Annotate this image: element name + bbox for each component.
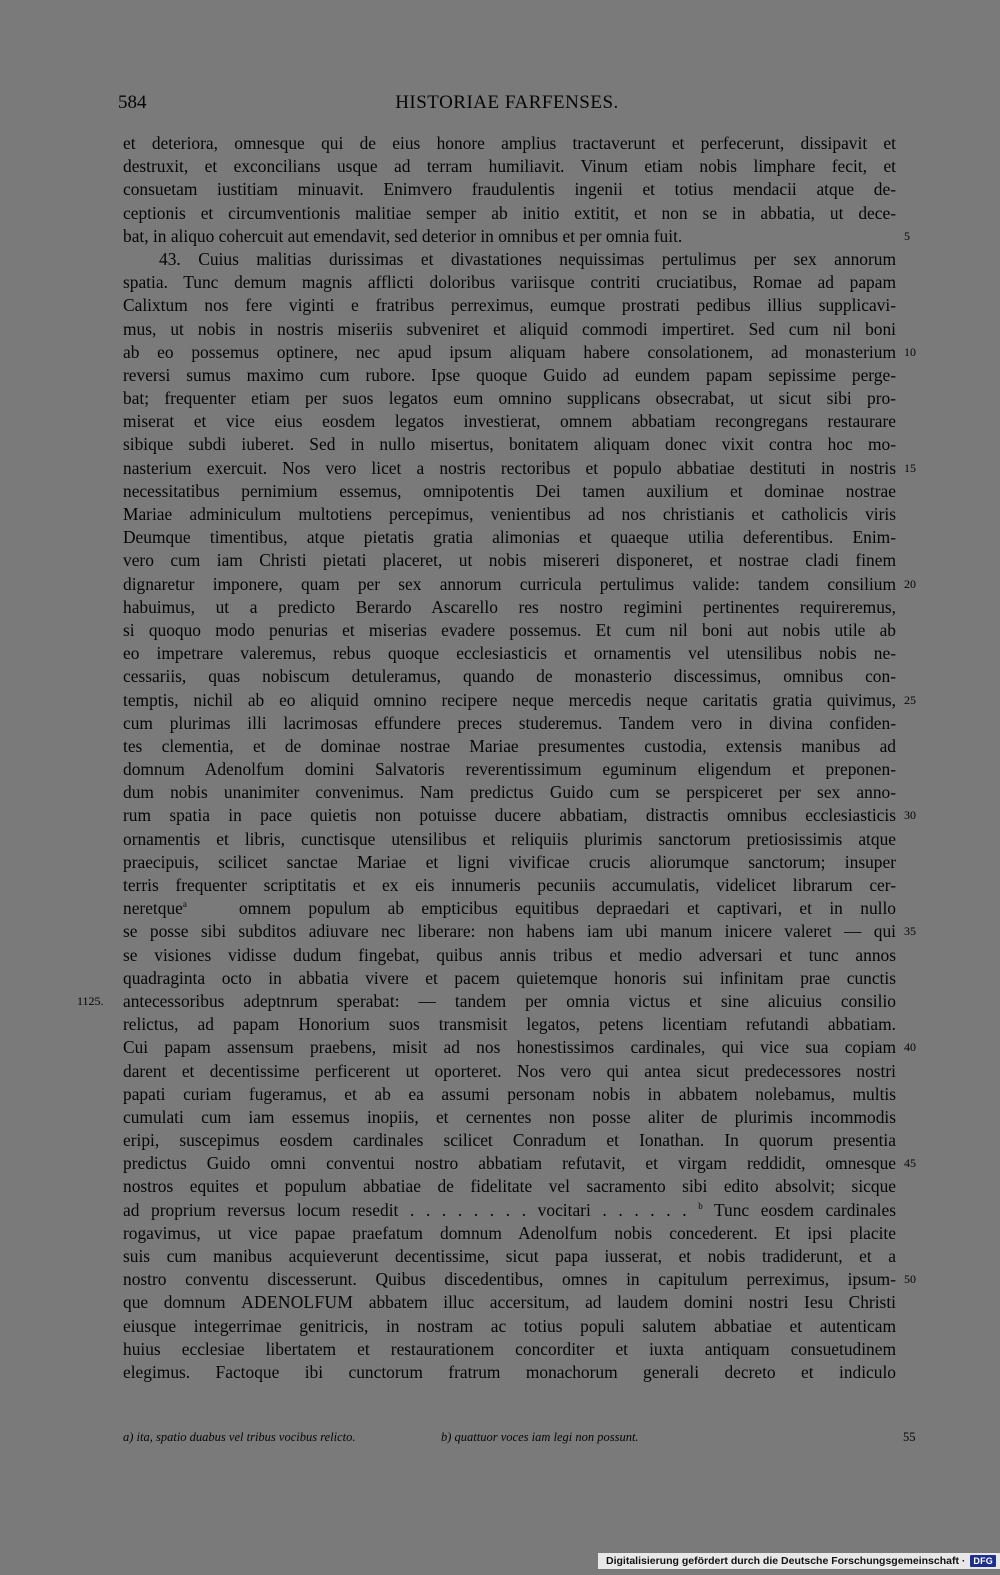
text-line: nostros equites et populum abbatiae de fidelitate vel sacramento sibi edito absolvit; sicque <box>123 1176 896 1197</box>
text-line: miserat et vice eius eosdem legatos investierat, omnem abbatiam recongregans restaurare <box>123 411 896 432</box>
text-line: bat, in aliquo cohercuit aut emendavit, sed deterior in omnibus et per omnia fuit. 5 <box>123 225 896 248</box>
text-line: mus, ut nobis in nostris miseriis subveniret et aliquid commodi impertiret. Sed cum nil boni <box>123 318 896 339</box>
running-head <box>118 92 896 120</box>
text-line: spatia. Tunc demum magnis afflicti doloribus variisque contriti cruciatibus, Romae ad papam <box>123 272 896 293</box>
running-title: HISTORIAE FARFENSES. <box>395 92 619 113</box>
text-line: que domnum ADENOLFUM abbatem illuc accersitum, ad laudem domini nostri Iesu Christi <box>123 1292 896 1313</box>
text-line: Calixtum nos fere viginti e fratribus perreximus, eumque prostrati pedibus illius supplicavi- <box>123 295 896 316</box>
text-line: consuetam iustitiam minuavit. Enimvero fraudulentis ingenii et totius mendacii atque de- <box>123 179 896 200</box>
line-number: 25 <box>904 692 916 707</box>
line-number: 45 <box>904 1156 916 1171</box>
text-line: si quoquo modo penurias et miserias evadere possemus. Et cum nil boni aut nobis utile ab <box>123 619 896 640</box>
text-line: ornamentis et libris, cunctisque utensilibus et reliquiis plurimis sanctorum pretiosissimis atque <box>123 828 896 849</box>
text-line: eiusque integerrimae genitricis, in nostram ac totius populi salutem abbatiae et autenticam <box>123 1315 896 1336</box>
line-number: 20 <box>904 576 916 591</box>
text-line: dignaretur imponere, quam per sex annorum curricula pertulimus valide: tandem consilium 20 <box>123 573 896 596</box>
text-line: rogavimus, ut vice papae praefatum domnum Adenolfum nobis concederent. Et ipsi placite <box>123 1222 896 1243</box>
footnote-b: b) quattuor voces iam legi non possunt. <box>441 1430 639 1444</box>
line-number: 50 <box>904 1272 916 1287</box>
text-line: se visiones vidisse dudum fingebat, quibus annis tribus et medio adversari et tunc annos <box>123 944 896 965</box>
text-line: cum plurimas illi lacrimosas effundere preces studeremus. Tandem vero in divina confiden- <box>123 712 896 733</box>
footnote-marker: b <box>698 1200 703 1211</box>
text-line: ad proprium reversus locum resedit . . . . . . . . vocitari . . . . . . $^b$ Tunc eosdem cardinales <box>123 1199 896 1220</box>
line-number: 40 <box>904 1040 916 1055</box>
text-line: 43. Cuius malitias durissimas et divastationes nequissimas pertulimus per sex annorum <box>159 248 896 269</box>
line-number: 5 <box>904 228 910 243</box>
text-line: papati curiam fugeramus, et ab ea assumi personam nobis in abbatem nolebamus, multis <box>123 1083 896 1104</box>
signature-mark: 55 <box>903 1430 916 1444</box>
margin-year: 1125. <box>77 993 104 1008</box>
line-number: 15 <box>904 460 916 475</box>
text-line: darent et decentissime perficerent ut oporteret. Nos vero qui antea sicut predecessores nostri <box>123 1060 896 1081</box>
footnotes <box>123 1430 916 1450</box>
text-line: nasterium exercuit. Nos vero licet a nostris rectoribus et populo abbatiae destituti in nostris 15 <box>123 457 896 480</box>
text-line: Mariae adminiculum multotiens percepimus, venientibus ad nos christianis et catholicis viris <box>123 504 896 524</box>
text-line: ab eo possemus optinere, nec apud ipsum aliquam habere consolationem, ad monasterium 10 <box>123 341 896 364</box>
main-text <box>77 132 916 1384</box>
text-line: cessariis, quas nobiscum detuleramus, quando de monasterio discessimus, omnibus con- <box>123 666 896 687</box>
text-line: nostro conventu discesserunt. Quibus discedentibus, omnes in capitulum perreximus, ipsum- 50 <box>123 1268 896 1291</box>
text-line: praecipuis, scilicet sanctae Mariae et ligni vivificae crucis aliorumque sanctorum; insuper <box>123 851 896 872</box>
text-line: habuimus, ut a predicto Berardo Ascarello res nostro regimini pertinentes requireremus, <box>123 596 896 617</box>
text-line: rum spatia in pace quietis non potuisse ducere abbatiam, distractis omnibus ecclesiasticis 30 <box>123 804 896 827</box>
text-line: et deteriora, omnesque qui de eius honore amplius tractaverunt et perfecerunt, dissipavit et <box>123 133 896 153</box>
line-number: 10 <box>904 344 916 359</box>
text-line: necessitatibus pernimium essemus, omnipotentis Dei tamen auxilium et dominae nostrae <box>123 480 896 501</box>
text-line: bat; frequenter etiam per suos legatos eum omnino supplicans obsecrabat, ut sicut sibi pro- <box>123 388 896 409</box>
text-line: elegimus. Factoque ibi cunctorum fratrum monachorum generali decreto et indiculo <box>123 1361 896 1382</box>
abbot-name: ADENOLFUM <box>241 1292 354 1313</box>
credit-text: Digitalisierung gefördert durch die Deutsche Forschungsgemeinschaft · <box>606 1555 966 1567</box>
text-line: 1125. antecessoribus adeptnrum sperabat: — tandem per omnia victus et sine alicuius consilio <box>123 990 896 1013</box>
text-line: sibique subdi iuberet. Sed in nullo misertus, bonitatem aliquam donec vixit contra hoc mo- <box>123 434 896 455</box>
text-line: dum nobis unanimiter convenimus. Nam predictus Guido cum se perspiceret per sex anno- <box>123 782 896 803</box>
text-line: quadraginta octo in abbatia vivere et pacem quietemque honoris sui infinitam prae cunctis <box>123 967 896 988</box>
text-line: destruxit, et exconcilians usque ad terram humiliavit. Vinum etiam nobis limphare fecit, et <box>123 156 896 177</box>
text-line: relictus, ad papam Honorium suos transmisit legatos, petens licentiam refutandi abbatiam. <box>123 1014 896 1035</box>
text-line: suis cum manibus acquieverunt decentissime, sicut papa iusserat, et nobis tradiderunt, et a <box>123 1246 896 1266</box>
text-line: vero cum iam Christi pietati placeret, ut nobis misereri disponeret, et nostrae cladi finem <box>123 550 896 571</box>
digitization-credit <box>598 1553 1000 1569</box>
page-number: 584 <box>118 92 147 113</box>
text-line: Cui papam assensum praebens, misit ad nos honestissimos cardinales, qui vice sua copiam 40 <box>123 1036 896 1059</box>
text-line: temptis, nichil ab eo aliquid omnino recipere neque mercedis neque caritatis gratia quivimus, 25 <box>123 689 896 712</box>
text-line: cumulati cum iam essemus inopiis, et cernentes non posse aliter de plurimis incommodis <box>123 1106 896 1127</box>
footnote-a: a) ita, spatio duabus vel tribus vocibus relicto. <box>123 1430 356 1444</box>
text-line: neretque$^a$ omnem populum ab empticibus equitibus depraedari et captivari, et in nullo <box>123 898 896 919</box>
line-number: 30 <box>904 808 916 823</box>
text-line: reversi sumus maximo cum rubore. Ipse quoque Guido ad eundem papam sepissime perge- <box>123 364 896 385</box>
footnote-marker: a <box>182 899 187 910</box>
text-line: Deumque timentibus, atque pietatis gratia alimonias et quaeque utilia deferentibus. Enim- <box>123 527 896 548</box>
text-line: domnum Adenolfum domini Salvatoris reverentissimum eguminum eligendum et preponen- <box>123 759 896 780</box>
line-number: 35 <box>904 924 916 939</box>
text-line: tes clementia, et de dominae nostrae Mariae presumentes custodia, extensis manibus ad <box>123 735 896 756</box>
text-line: huius ecclesiae libertatem et restaurationem concorditer et iuxta antiquam consuetudinem <box>123 1338 896 1359</box>
text-line: eripi, suscepimus eosdem cardinales scilicet Conradum et Ionathan. In quorum presentia <box>123 1130 896 1151</box>
text-line: predictus Guido omni conventui nostro abbatiam refutavit, et virgam reddidit, omnesque 45 <box>123 1152 896 1175</box>
text-line: eo impetrare valeremus, rebus quoque ecclesiasticis et ornamentis vel utensilibus nobis ne- <box>123 643 896 664</box>
text-line: terris frequenter scriptitatis et ex eis innumeris pecuniis accumulatis, videlicet librarum cer- <box>123 875 896 895</box>
text-line: se posse sibi subditos adiuvare nec liberare: non habens iam ubi manum inicere valeret — qui 35 <box>123 920 896 943</box>
dfg-logo: DFG <box>970 1555 996 1567</box>
text-line: ceptionis et circumventionis malitiae semper ab initio extitit, et non se in abbatia, ut dece- <box>123 202 896 223</box>
